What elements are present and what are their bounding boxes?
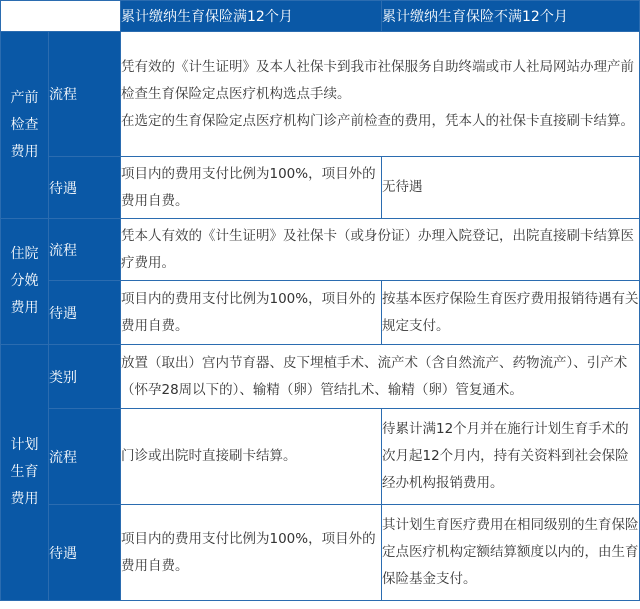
fp-type-label: 类别 — [49, 345, 121, 409]
fp-process-full: 门诊或出院时直接刷卡结算。 — [121, 409, 382, 505]
prenatal-process-row — [1, 32, 640, 157]
delivery-benefit-partial: 按基本医疗保险生育医疗费用报销待遇有关规定支付。 — [382, 281, 640, 345]
prenatal-process-label: 流程 — [49, 32, 121, 157]
prenatal-benefit-label: 待遇 — [49, 157, 121, 219]
delivery-process-row — [1, 219, 640, 281]
delivery-benefit-full: 项目内的费用支付比例为100%，项目外的费用自费。 — [121, 281, 382, 345]
category-delivery-line2: 分娩 — [10, 273, 39, 289]
category-prenatal-line3: 费用 — [10, 143, 39, 160]
category-family-planning — [1, 345, 49, 601]
category-fp-line3: 费用 — [10, 491, 39, 507]
delivery-process-text: 凭本人有效的《计生证明》及社保卡（或身份证）办理入院登记，出院直接刷卡结算医疗费用。 — [121, 219, 640, 281]
fp-type-text: 放置（取出）宫内节育器、皮下埋植手术、流产术（含自然流产、药物流产）、引产术（怀孕28周以下的）、输精（卵）管结扎术、输精（卵）管复通术。 — [121, 345, 640, 409]
fp-process-label: 流程 — [49, 409, 121, 505]
header-corner — [1, 1, 121, 32]
prenatal-benefit-row — [1, 157, 640, 219]
prenatal-process-text — [121, 32, 640, 157]
fp-type-row — [1, 345, 640, 409]
header-under-12-months: 累计缴纳生育保险不满12个月 — [382, 1, 640, 32]
category-fp-line1: 计划 — [10, 437, 39, 453]
header-row — [1, 1, 640, 32]
delivery-benefit-row — [1, 281, 640, 345]
fp-benefit-row — [1, 505, 640, 601]
header-full-12-months: 累计缴纳生育保险满12个月 — [121, 1, 382, 32]
category-delivery — [1, 219, 49, 345]
delivery-benefit-label: 待遇 — [49, 281, 121, 345]
prenatal-process-para1: 凭有效的《计生证明》及本人社保卡到我市社保服务自助终端或市人社局网站办理产前检查生育保险定点医疗机构选点手续。 — [121, 58, 634, 102]
category-prenatal-line2: 检查 — [10, 116, 39, 133]
category-delivery-line3: 费用 — [10, 300, 39, 316]
prenatal-benefit-full: 项目内的费用支付比例为100%，项目外的费用自费。 — [121, 157, 382, 219]
fp-benefit-partial: 其计划生育医疗费用在相同级别的生育保险定点医疗机构定额结算额度以内的，由生育保险基金支付。 — [382, 505, 640, 601]
fp-benefit-full: 项目内的费用支付比例为100%，项目外的费用自费。 — [121, 505, 382, 601]
category-prenatal-exam — [1, 32, 49, 219]
category-delivery-line1: 住院 — [10, 246, 39, 262]
category-fp-line2: 生育 — [10, 464, 39, 480]
category-prenatal-line1: 产前 — [10, 89, 39, 106]
fp-process-partial: 待累计满12个月并在施行计划生育手术的次月起12个月内，持有关资料到社会保险经办机构报销费用。 — [382, 409, 640, 505]
fp-process-row — [1, 409, 640, 505]
prenatal-process-para2: 在选定的生育保险定点医疗机构门诊产前检查的费用，凭本人的社保卡直接刷卡结算。 — [121, 112, 634, 129]
fp-benefit-label: 待遇 — [49, 505, 121, 601]
delivery-process-label: 流程 — [49, 219, 121, 281]
prenatal-benefit-partial: 无待遇 — [382, 157, 640, 219]
